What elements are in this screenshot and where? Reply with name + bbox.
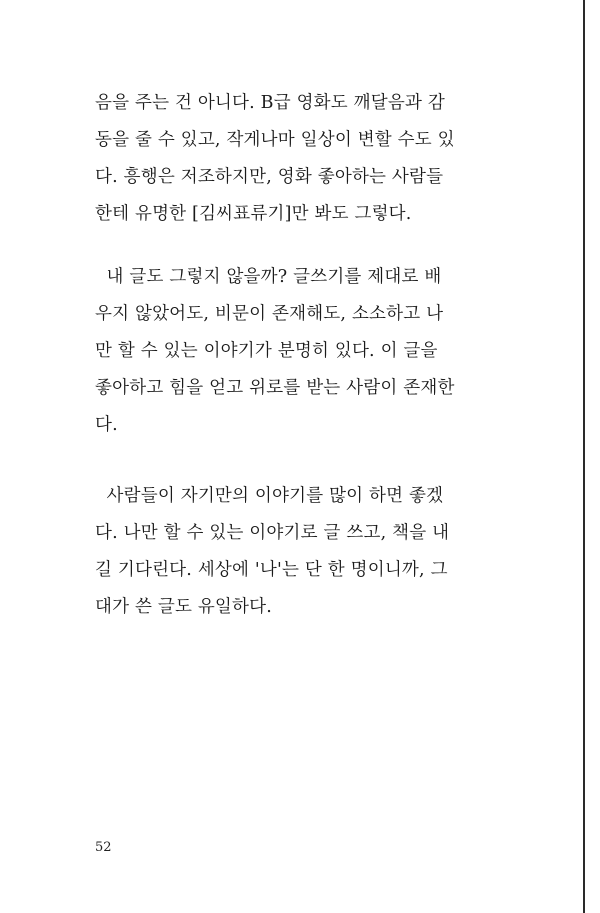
text-line: 다. 나만 할 수 있는 이야기로 글 쓰고, 책을 내 bbox=[95, 523, 450, 543]
text-line: 다. bbox=[95, 415, 118, 435]
text-line: 대가 쓴 글도 유일하다. bbox=[95, 597, 272, 617]
text-line: 좋아하고 힘을 얻고 위로를 받는 사람이 존재한 bbox=[95, 378, 455, 398]
text-line: 음을 주는 건 아니다. B급 영화도 깨달음과 감 bbox=[95, 93, 445, 113]
paragraph-2 bbox=[95, 259, 495, 444]
page-edge-divider bbox=[583, 0, 600, 913]
text-line: 내 글도 그렇지 않을까? 글쓰기를 제대로 배 bbox=[95, 267, 442, 287]
text-line: 우지 않았어도, 비문이 존재해도, 소소하고 나 bbox=[95, 304, 444, 324]
paragraph-1 bbox=[95, 85, 495, 233]
text-line: 길 기다린다. 세상에 '나'는 단 한 명이니까, 그 bbox=[95, 560, 448, 580]
page-number: 52 bbox=[95, 840, 112, 855]
text-line: 다. 흥행은 저조하지만, 영화 좋아하는 사람들 bbox=[95, 167, 444, 187]
text-line: 동을 줄 수 있고, 작게나마 일상이 변할 수도 있 bbox=[95, 130, 455, 150]
paragraph-3 bbox=[95, 478, 495, 626]
text-line: 만 할 수 있는 이야기가 분명히 있다. 이 글을 bbox=[95, 341, 438, 361]
text-line: 한테 유명한 [김씨표류기]만 봐도 그렇다. bbox=[95, 204, 412, 224]
text-line: 사람들이 자기만의 이야기를 많이 하면 좋겠 bbox=[95, 486, 444, 506]
